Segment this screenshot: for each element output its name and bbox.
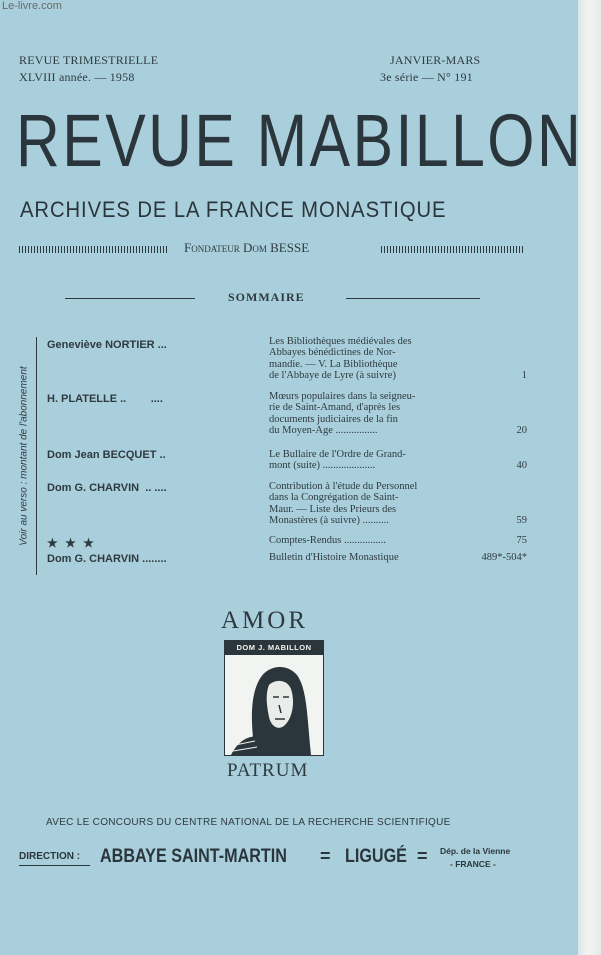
rule-left (65, 298, 195, 299)
toc-line: du Moyen-Age ................ (269, 424, 378, 436)
toc-line: Bulletin d'Histoire Monastique (269, 552, 399, 563)
toc-entry (269, 336, 477, 381)
emblem-motto-top: AMOR (221, 607, 309, 634)
journal-subtitle: ARCHIVES DE LA FRANCE MONASTIQUE (20, 197, 447, 222)
toc-author: Dom G. CHARVIN .. .... (47, 482, 167, 494)
toc-page: 59 (516, 515, 527, 526)
journal-title: REVUE MABILLON (16, 99, 584, 182)
toc-line: Monastères (à suivre) .......... (269, 514, 389, 526)
direction-underline (19, 865, 90, 866)
ornament-right (381, 246, 524, 253)
town-name: LIGUGÉ (345, 846, 407, 867)
toc-line: Maur. — Liste des Prieurs des (269, 503, 397, 515)
toc-entry (269, 481, 477, 526)
toc-line: mandie. — V. La Bibliothèque (269, 358, 398, 370)
periodicity: REVUE TRIMESTRIELLE (19, 53, 159, 67)
toc-line: rie de Saint-Amand, d'après les (269, 402, 401, 414)
cnrs-line: AVEC LE CONCOURS DU CENTRE NATIONAL DE LA RECHERCHE SCIENTIFIQUE (46, 817, 451, 828)
dash-right: = (417, 846, 428, 866)
side-note-text: Voir au verso : montant de l'abonnement (18, 365, 30, 546)
dash-left: = (320, 846, 331, 866)
toc-entry (269, 449, 477, 472)
mabillon-portrait (224, 640, 324, 756)
subscription-side-note (17, 338, 31, 573)
toc-line: Les Bibliothèques médiévales des (269, 336, 412, 347)
toc-page: 40 (516, 460, 527, 471)
toc-line: mont (suite) .................... (269, 460, 376, 472)
toc-page: 489*-504* (481, 552, 527, 563)
toc-author: Dom Jean BECQUET .. (47, 449, 166, 461)
toc-line: Comptes-Rendus ................ (269, 535, 386, 546)
issue-months: JANVIER-MARS (390, 53, 481, 67)
sommaire-heading: SOMMAIRE (228, 290, 305, 304)
toc-line: Abbayes bénédictines de Nor- (269, 347, 396, 359)
toc-line: de l'Abbaye de Lyre (à suivre) (269, 369, 396, 381)
toc-line: Contribution à l'étude du Personnel (269, 481, 418, 492)
toc-page: 75 (516, 535, 527, 546)
toc-line: documents judiciaires de la fin (269, 413, 398, 425)
toc-entry (269, 391, 477, 436)
issue-number: 3e série — N° 191 (380, 70, 473, 84)
direction-label: DIRECTION : (19, 851, 81, 862)
toc-entry (269, 535, 477, 546)
toc-line: Le Bullaire de l'Ordre de Grand- (269, 449, 406, 460)
toc-line: dans la Congrégation de Saint- (269, 492, 399, 504)
department: Dép. de la Vienne (440, 846, 511, 856)
toc-page: 1 (521, 370, 527, 381)
toc-line: Mœurs populaires dans la seigneu- (269, 391, 416, 402)
ornament-left (19, 246, 169, 253)
abbey-name: ABBAYE SAINT-MARTIN (100, 846, 287, 867)
toc-entry (269, 552, 477, 563)
volume-year: XLVIII année. — 1958 (19, 70, 135, 84)
toc-page: 20 (516, 425, 527, 436)
toc-author: H. PLATELLE .. .... (47, 393, 163, 405)
portrait-banner: DOM J. MABILLON (225, 641, 323, 655)
toc-author: ★ ★ ★ (47, 536, 96, 550)
toc-author: Dom G. CHARVIN ........ (47, 553, 167, 565)
rule-right (346, 298, 480, 299)
toc-author: Geneviève NORTIER ... (47, 339, 167, 351)
emblem-motto-bottom: PATRUM (227, 760, 309, 781)
side-rule (36, 337, 37, 575)
founder-line: Fondateur Dom BESSE (184, 240, 310, 255)
watermark: Le-livre.com (2, 0, 62, 12)
monk-portrait-illustration (225, 655, 323, 755)
country: - FRANCE - (450, 859, 496, 869)
